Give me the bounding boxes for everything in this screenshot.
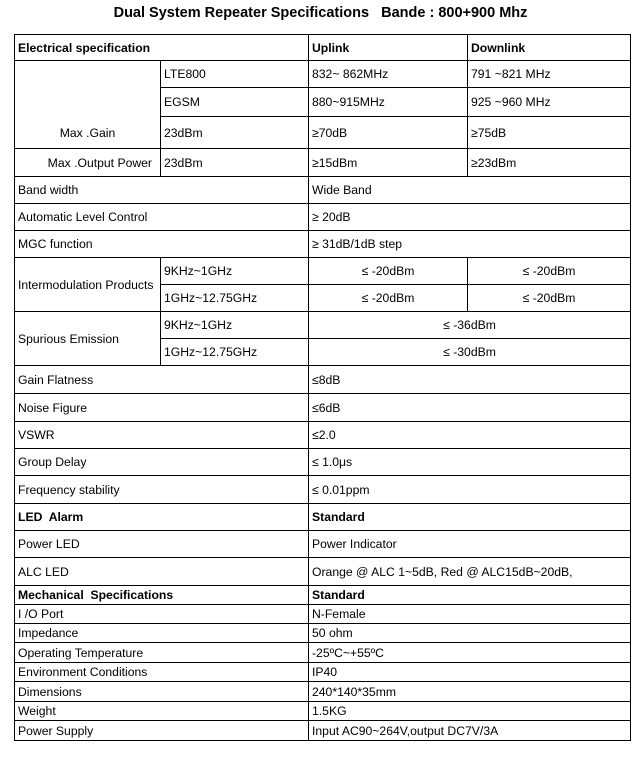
table-row-mechanical-header xyxy=(15,586,631,605)
power-led-label: Power LED xyxy=(15,531,309,558)
alc-led-label: ALC LED xyxy=(15,558,309,586)
table-row-environment xyxy=(15,663,631,682)
table-row-spurious-1 xyxy=(15,312,631,339)
led-standard-header: Standard xyxy=(309,504,631,531)
bandwidth-label: Band width xyxy=(15,177,309,204)
vswr-label: VSWR xyxy=(15,422,309,449)
led-alarm-header: LED Alarm xyxy=(15,504,309,531)
alc-label: Automatic Level Control xyxy=(15,204,309,231)
group-delay-value: ≤ 1.0μs xyxy=(309,449,631,476)
spurious-label: Spurious Emission xyxy=(15,312,161,366)
egsm-label: EGSM xyxy=(161,88,309,117)
table-row-freq-stability xyxy=(15,476,631,504)
mechanical-standard-header: Standard xyxy=(309,586,631,605)
max-gain-value: 23dBm xyxy=(161,117,309,149)
table-row-op-temp xyxy=(15,643,631,663)
max-output-value: 23dBm xyxy=(161,149,309,177)
max-gain-label: Max .Gain xyxy=(15,61,161,149)
power-supply-value: Input AC90~264V,output DC7V/3A xyxy=(309,721,631,741)
power-supply-label: Power Supply xyxy=(15,721,309,741)
freq-stability-label: Frequency stability xyxy=(15,476,309,504)
table-row-power-supply xyxy=(15,721,631,741)
dimensions-label: Dimensions xyxy=(15,682,309,702)
bandwidth-value: Wide Band xyxy=(309,177,631,204)
group-delay-label: Group Delay xyxy=(15,449,309,476)
freq-stability-value: ≤ 0.01ppm xyxy=(309,476,631,504)
noise-figure-label: Noise Figure xyxy=(15,394,309,422)
table-row-io-port xyxy=(15,605,631,624)
noise-figure-value: ≤6dB xyxy=(309,394,631,422)
table-row-impedance xyxy=(15,624,631,643)
intermod-range-2: 1GHz~12.75GHz xyxy=(161,285,309,312)
max-gain-downlink: ≥75dB xyxy=(468,117,631,149)
mgc-label: MGC function xyxy=(15,231,309,258)
io-port-label: I /O Port xyxy=(15,605,309,624)
table-row-weight xyxy=(15,702,631,721)
max-gain-uplink: ≥70dB xyxy=(309,117,468,149)
intermod-range-1: 9KHz~1GHz xyxy=(161,258,309,285)
table-row-lte800 xyxy=(15,61,631,88)
lte800-downlink: 791 ~821 MHz xyxy=(468,61,631,88)
lte800-uplink: 832~ 862MHz xyxy=(309,61,468,88)
op-temp-value: -25ºC~+55ºC xyxy=(309,643,631,663)
table-row-vswr xyxy=(15,422,631,449)
alc-value: ≥ 20dB xyxy=(309,204,631,231)
gain-flatness-value: ≤8dB xyxy=(309,366,631,394)
egsm-downlink: 925 ~960 MHz xyxy=(468,88,631,117)
max-output-label: Max .Output Power xyxy=(15,149,161,177)
table-row-power-led xyxy=(15,531,631,558)
spurious-range-1: 9KHz~1GHz xyxy=(161,312,309,339)
weight-value: 1.5KG xyxy=(309,702,631,721)
vswr-value: ≤2.0 xyxy=(309,422,631,449)
spurious-value-1: ≤ -36dBm xyxy=(309,312,631,339)
table-row-group-delay xyxy=(15,449,631,476)
spurious-value-2: ≤ -30dBm xyxy=(309,339,631,366)
env-label: Environment Conditions xyxy=(15,663,309,682)
spurious-range-2: 1GHz~12.75GHz xyxy=(161,339,309,366)
downlink-header: Downlink xyxy=(468,35,631,61)
impedance-value: 50 ohm xyxy=(309,624,631,643)
gain-flatness-label: Gain Flatness xyxy=(15,366,309,394)
impedance-label: Impedance xyxy=(15,624,309,643)
intermod-uplink-2: ≤ -20dBm xyxy=(309,285,468,312)
intermod-label: Intermodulation Products xyxy=(15,258,161,312)
table-row-bandwidth xyxy=(15,177,631,204)
io-port-value: N-Female xyxy=(309,605,631,624)
power-led-value: Power Indicator xyxy=(309,531,631,558)
intermod-downlink-1: ≤ -20dBm xyxy=(468,258,631,285)
intermod-uplink-1: ≤ -20dBm xyxy=(309,258,468,285)
max-output-uplink: ≥15dBm xyxy=(309,149,468,177)
egsm-uplink: 880~915MHz xyxy=(309,88,468,117)
spec-table xyxy=(14,34,631,741)
table-row-intermod-1 xyxy=(15,258,631,285)
mgc-value: ≥ 31dB/1dB step xyxy=(309,231,631,258)
table-row-gain-flatness xyxy=(15,366,631,394)
table-row-mgc xyxy=(15,231,631,258)
env-value: IP40 xyxy=(309,663,631,682)
table-row-alc xyxy=(15,204,631,231)
dimensions-value: 240*140*35mm xyxy=(309,682,631,702)
page-title: Dual System Repeater Specifications Bande : 800+900 Mhz xyxy=(113,5,528,21)
alc-led-value: Orange @ ALC 1~5dB, Red @ ALC15dB~20dB, xyxy=(309,558,631,586)
weight-label: Weight xyxy=(15,702,309,721)
intermod-downlink-2: ≤ -20dBm xyxy=(468,285,631,312)
table-row-alc-led xyxy=(15,558,631,586)
table-row-max-output xyxy=(15,149,631,177)
max-output-downlink: ≥23dBm xyxy=(468,149,631,177)
op-temp-label: Operating Temperature xyxy=(15,643,309,663)
mechanical-header: Mechanical Specifications xyxy=(15,586,309,605)
uplink-header: Uplink xyxy=(309,35,468,61)
table-row-dimensions xyxy=(15,682,631,702)
electrical-spec-header: Electrical specification xyxy=(15,35,309,61)
table-row-led-header xyxy=(15,504,631,531)
table-row-electrical-header xyxy=(15,35,631,61)
lte800-label: LTE800 xyxy=(161,61,309,88)
table-row-noise-figure xyxy=(15,394,631,422)
